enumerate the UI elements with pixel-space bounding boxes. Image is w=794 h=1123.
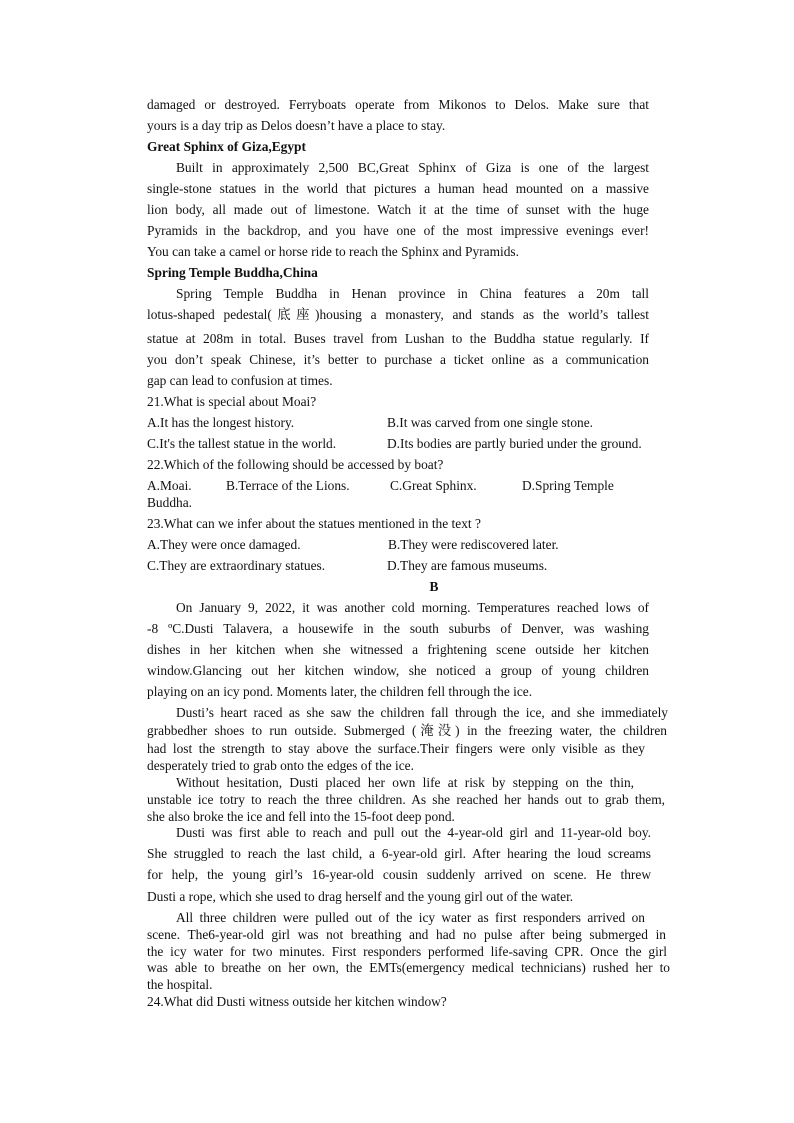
b-p5-line-1: All three children were pulled out of the icy water as first responders arrived on <box>176 910 645 925</box>
q22-option-d-continued: Buddha. <box>147 495 193 510</box>
intro-line-2: yours is a day trip as Delos doesn’t have a place to stay. <box>147 118 446 133</box>
sphinx-line-4: Pyramids in the backdrop, and you have one of the most impressive evenings ever! <box>147 223 649 238</box>
b-p4-line-2: She struggled to reach the last child, a 6-year-old girl. After hearing the loud screams <box>147 846 651 861</box>
q23-option-a: A.They were once damaged. <box>147 537 301 552</box>
intro-line-1: damaged or destroyed. Ferryboats operate from Mikonos to Delos. Make sure that <box>147 97 649 112</box>
b-p4-line-4: Dusti a rope, which she used to drag herself and the young girl out of the water. <box>147 889 574 904</box>
b-p5-line-5: the hospital. <box>147 977 213 992</box>
b-p1-line-1: On January 9, 2022, it was another cold morning. Temperatures reached lows of <box>176 600 649 615</box>
buddha-line-4: you don’t speak Chinese, it’s better to purchase a ticket online as a communication <box>147 352 649 367</box>
b-p2-line-4: desperately tried to grab onto the edges of the ice. <box>147 758 414 773</box>
buddha-line-1: Spring Temple Buddha in Henan province in China features a 20m tall <box>176 286 649 301</box>
q22-stem: 22.Which of the following should be accessed by boat? <box>147 457 444 472</box>
q21-stem: 21.What is special about Moai? <box>147 394 317 409</box>
q24-stem: 24.What did Dusti witness outside her kitchen window? <box>147 994 447 1009</box>
q23-option-d: D.They are famous museums. <box>387 558 548 573</box>
sphinx-line-2: single-stone statues in the world that pictures a human head mounted on a massive <box>147 181 649 196</box>
buddha-heading: Spring Temple Buddha,China <box>147 265 318 280</box>
q21-option-d: D.Its bodies are partly buried under the ground. <box>387 436 642 451</box>
sphinx-heading: Great Sphinx of Giza,Egypt <box>147 139 306 154</box>
q22-option-c: C.Great Sphinx. <box>390 478 477 493</box>
b-p1-line-4: window.Glancing out her kitchen window, she noticed a group of young children <box>147 663 649 678</box>
b-p1-line-3: dishes in her kitchen when she witnessed a frightening scene outside her kitchen <box>147 642 649 657</box>
q23-option-c: C.They are extraordinary statues. <box>147 558 326 573</box>
buddha-line-5: gap can lead to confusion at times. <box>147 373 333 388</box>
q22-option-a: A.Moai. <box>147 478 192 493</box>
b-p1-line-5: playing on an icy pond. Moments later, the children fell through the ice. <box>147 684 533 699</box>
q23-option-b: B.They were rediscovered later. <box>388 537 559 552</box>
b-p5-line-4: was able to breathe on her own, the EMTs(emergency medical technicians) rushed her to <box>147 960 670 975</box>
q22-option-b: B.Terrace of the Lions. <box>226 478 350 493</box>
q23-stem: 23.What can we infer about the statues mentioned in the text ? <box>147 516 481 531</box>
b-p4-line-3: for help, the young girl’s 16-year-old cousin suddenly arrived on scene. He threw <box>147 867 651 882</box>
section-b-label: B <box>429 579 439 594</box>
b-p2-line-1: Dusti’s heart raced as she saw the children fall through the ice, and she immediately <box>176 705 668 720</box>
b-p3-line-3: she also broke the ice and fell into the 15-foot deep pond. <box>147 809 455 824</box>
q21-option-a: A.It has the longest history. <box>147 415 295 430</box>
b-p5-line-3: the icy water for two minutes. First responders performed life-saving CPR. Once the girl <box>147 944 667 959</box>
b-p3-line-2: unstable ice totry to reach the three children. As she reached her hands out to grab them, <box>147 792 665 807</box>
b-p5-line-2: scene. The6-year-old girl was not breathing and had no pulse after being submerged in <box>147 927 666 942</box>
b-p4-line-1: Dusti was first able to reach and pull out the 4-year-old girl and 11-year-old boy. <box>176 825 651 840</box>
buddha-line-2: lotus-shaped pedestal(底座)housing a monastery, and stands as the world’s tallest <box>147 307 649 322</box>
q21-option-b: B.It was carved from one single stone. <box>387 415 594 430</box>
sphinx-line-3: lion body, all made out of limestone. Watch it at the time of sunset with the huge <box>147 202 649 217</box>
q22-option-d: D.Spring Temple <box>522 478 614 493</box>
sphinx-line-1: Built in approximately 2,500 BC,Great Sphinx of Giza is one of the largest <box>176 160 649 175</box>
b-p2-line-3: had lost the strength to stay above the surface.Their fingers were only visible as they <box>147 741 645 756</box>
b-p3-line-1: Without hesitation, Dusti placed her own life at risk by stepping on the thin, <box>176 775 634 790</box>
b-p1-line-2: -8 ºC.Dusti Talavera, a housewife in the south suburbs of Denver, was washing <box>147 621 649 636</box>
sphinx-line-5: You can take a camel or horse ride to reach the Sphinx and Pyramids. <box>147 244 519 259</box>
buddha-line-3: statue at 208m in total. Buses travel from Lushan to the Buddha statue regularly. If <box>147 331 649 346</box>
b-p2-line-2: grabbedher shoes to run outside. Submerged (淹没) in the freezing water, the children <box>147 723 667 738</box>
q21-option-c: C.It's the tallest statue in the world. <box>147 436 337 451</box>
